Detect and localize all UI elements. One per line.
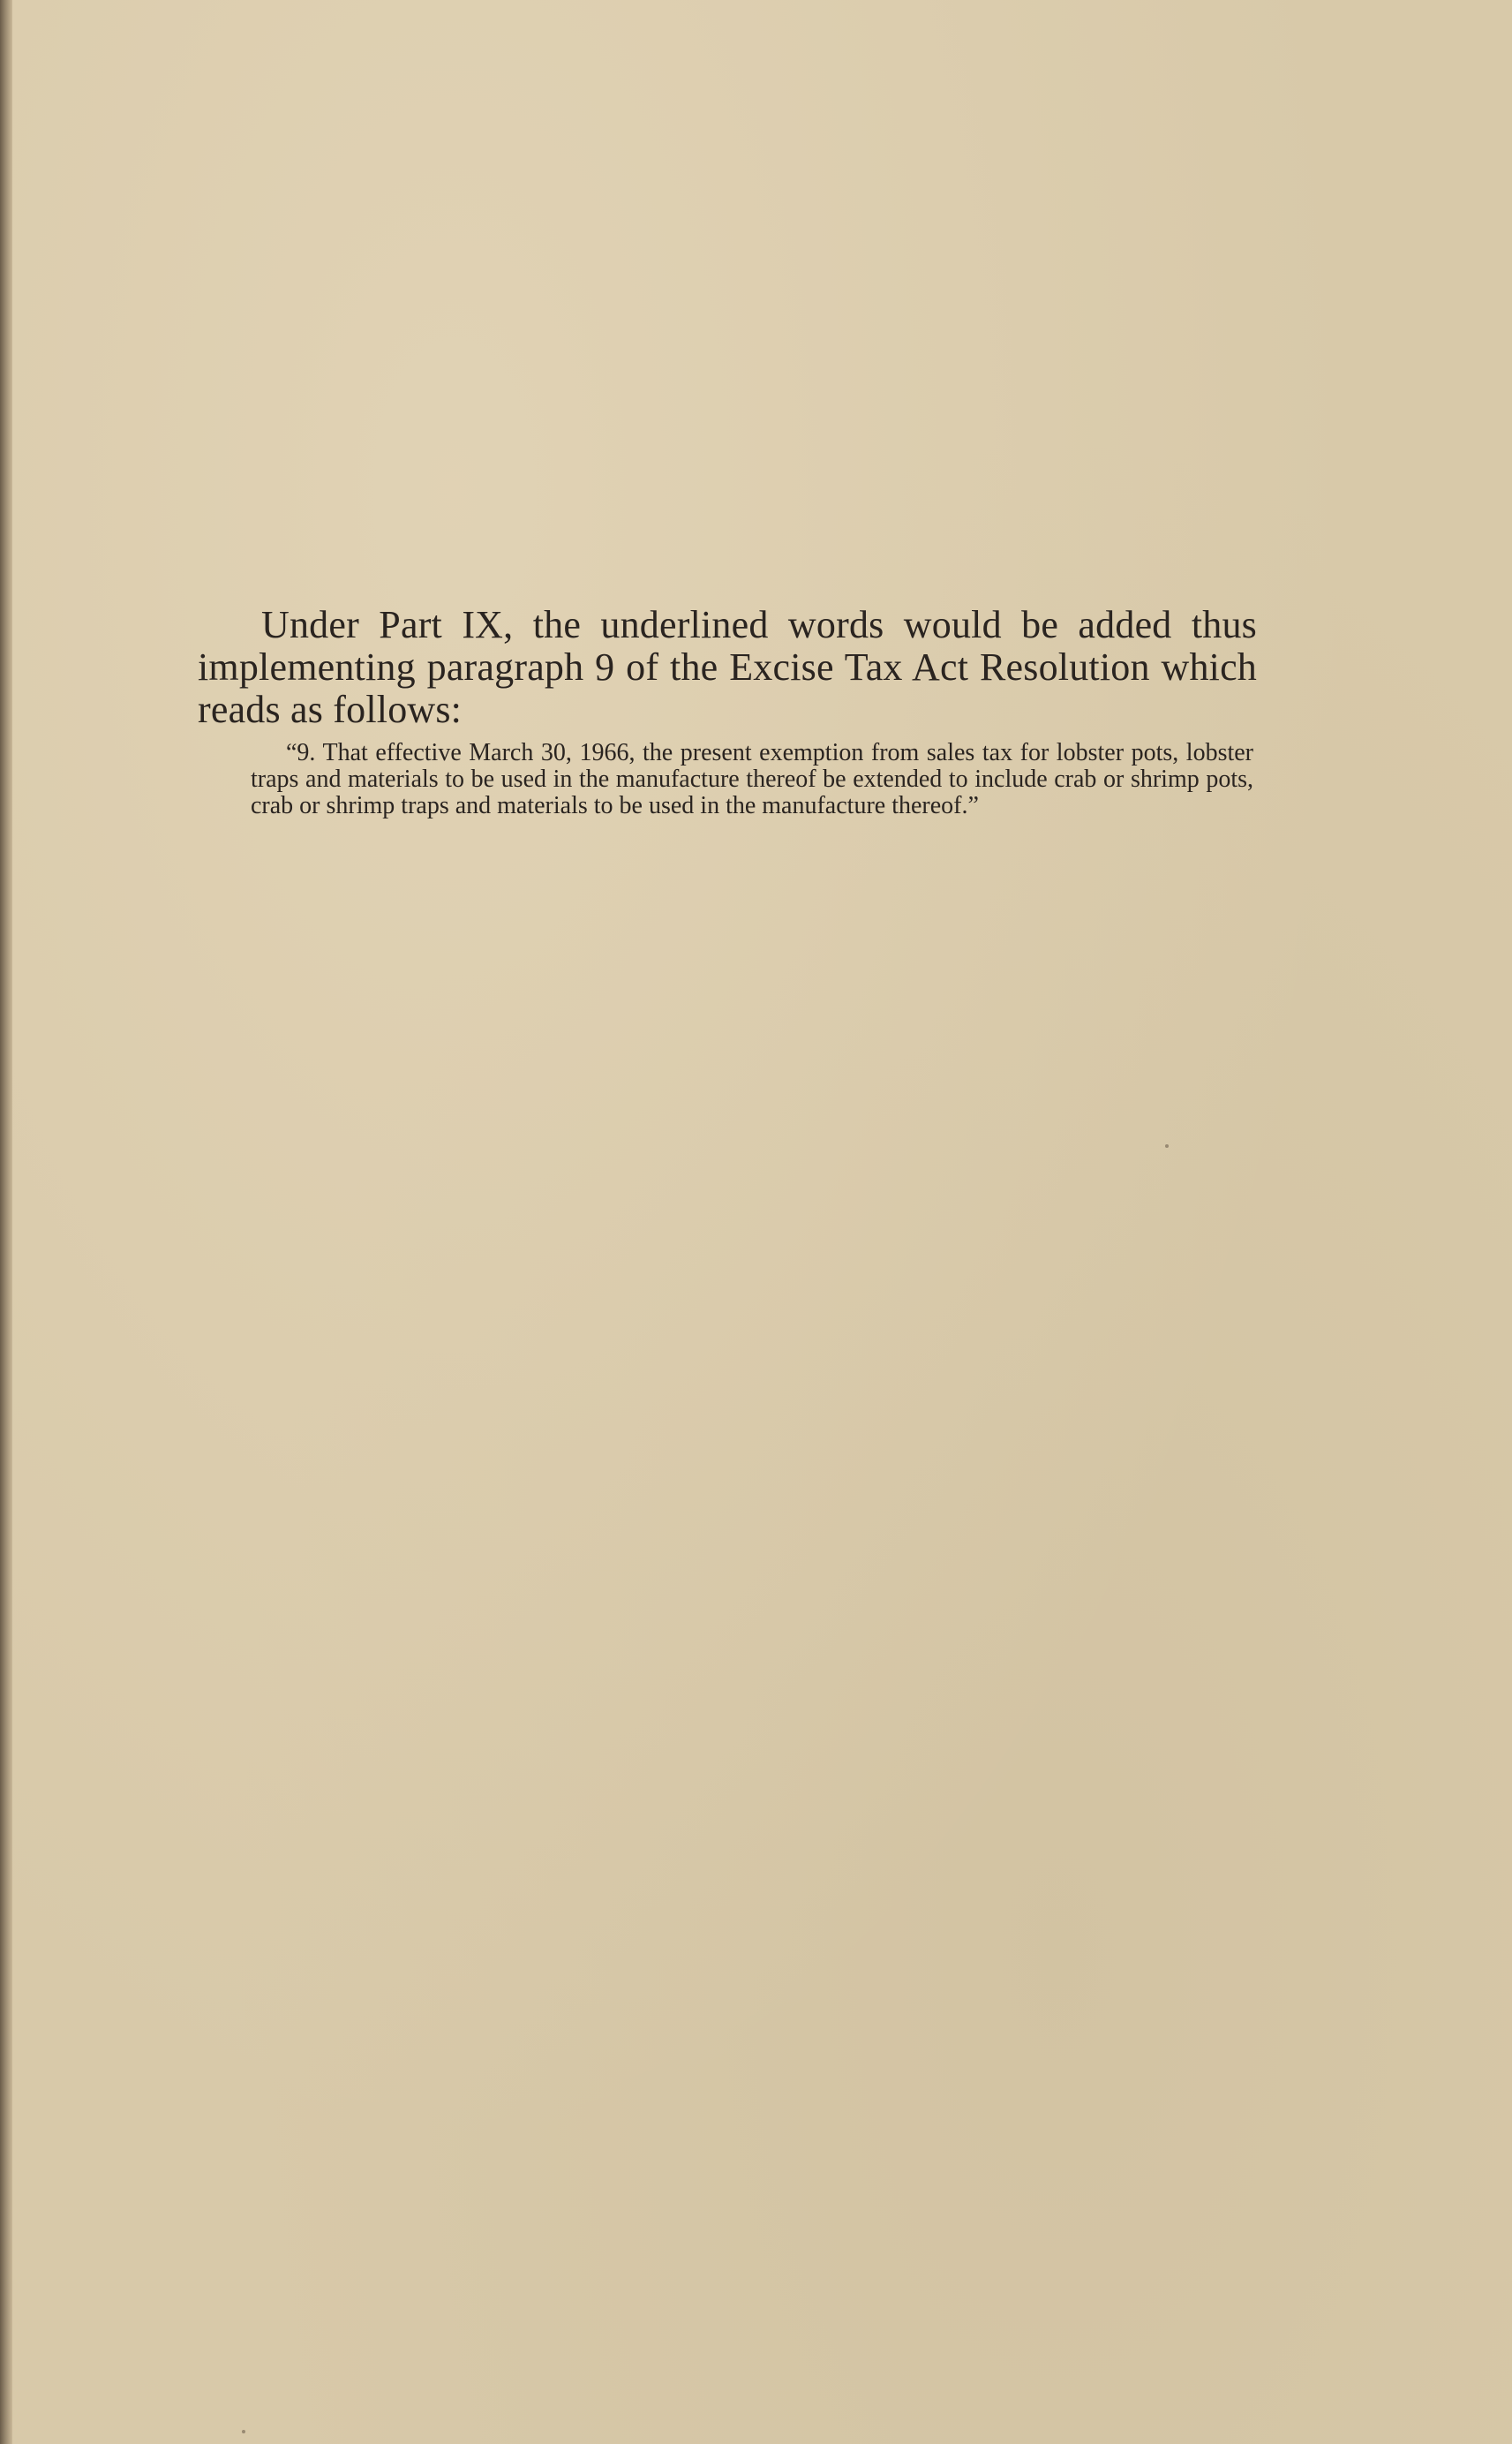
paper-speck (1165, 1144, 1169, 1148)
intro-paragraph: Under Part IX, the underlined words would be added thus implementing paragraph 9 of the Excise Tax Act Resolution which reads as follows: (198, 603, 1257, 731)
page-binding-edge (0, 0, 12, 2444)
quoted-resolution: “9. That effective March 30, 1966, the present exemption from sales tax for lobster pots, lobster traps and materials to be used in the manufacture thereof be extended to include crab or shrimp pots, crab or shrimp traps and materials to be used in the manufacture thereof.” (251, 739, 1253, 819)
document-body (198, 604, 1257, 819)
paper-speck (242, 2430, 245, 2433)
